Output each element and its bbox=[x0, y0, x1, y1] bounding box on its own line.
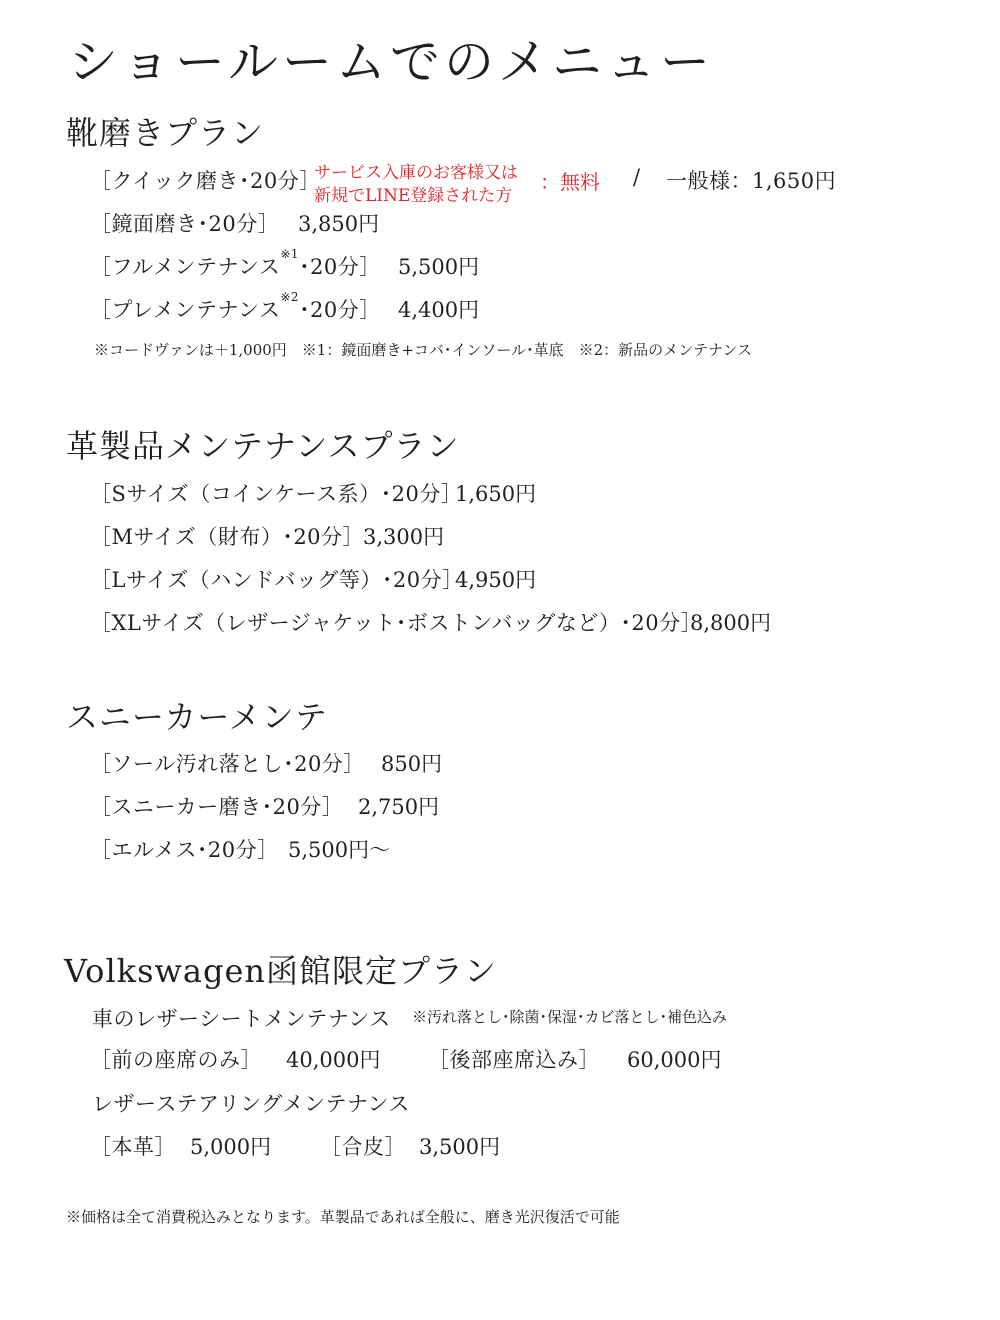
pre-maintenance-text: ［プレメンテナンス bbox=[90, 298, 281, 322]
hermes-label: ［エルメス･20分］ bbox=[90, 838, 279, 862]
leather-xl-price: 8,800円 bbox=[690, 611, 772, 635]
sneaker-plan-heading: スニーカーメンテ bbox=[66, 698, 328, 736]
leather-m-label: ［Mサイズ（財布）･20分］ bbox=[90, 525, 365, 549]
shoe-plan-note: ※コードヴァンは＋1,000円 ※1：鏡面磨き+コバ･インソール･革底 ※2：新品のメンテナンス bbox=[94, 341, 752, 359]
synthetic-leather-label: ［合皮］ bbox=[320, 1135, 406, 1159]
leather-m-price: 3,300円 bbox=[363, 525, 445, 549]
genuine-leather-price: 5,000円 bbox=[190, 1135, 272, 1159]
seat-maintenance-title: 車のレザーシートメンテナンス bbox=[92, 1007, 391, 1031]
seat-maintenance-note: ※汚れ落とし･除菌･保湿･カビ落とし･補色込み bbox=[412, 1008, 728, 1026]
page-title: ショールームでのメニュー bbox=[68, 33, 714, 91]
leather-s-price: 1,650円 bbox=[455, 482, 537, 506]
full-maintenance-price: 5,500円 bbox=[398, 255, 480, 279]
price-separator: / bbox=[633, 165, 641, 189]
free-label: ：無料 bbox=[540, 170, 600, 194]
leather-plan-heading: 革製品メンテナンスプラン bbox=[66, 427, 460, 465]
pre-maintenance-price: 4,400円 bbox=[398, 298, 480, 322]
vw-plan-heading: Volkswagen函館限定プラン bbox=[64, 952, 497, 990]
full-maintenance-duration: ･20分］ bbox=[299, 255, 381, 279]
steering-maintenance-title: レザーステアリングメンテナンス bbox=[92, 1092, 410, 1116]
leather-l-price: 4,950円 bbox=[455, 568, 537, 592]
tax-footnote: ※価格は全て消費税込みとなります。革製品であれば全般に、磨き光沢復活で可能 bbox=[66, 1208, 620, 1226]
full-maintenance-text: ［フルメンテナンス bbox=[90, 255, 281, 279]
rear-seat-price: 60,000円 bbox=[627, 1048, 722, 1072]
mirror-polish-label: ［鏡面磨き･20分］ bbox=[90, 212, 280, 236]
hermes-price: 5,500円～ bbox=[288, 838, 391, 862]
sole-cleaning-label: ［ソール汚れ落とし･20分］ bbox=[90, 752, 365, 776]
pre-maintenance-label bbox=[90, 290, 381, 324]
pre-maintenance-duration: ･20分］ bbox=[299, 298, 381, 322]
synthetic-leather-price: 3,500円 bbox=[419, 1135, 501, 1159]
pre-maintenance-footnote: ※2 bbox=[280, 290, 300, 304]
genuine-leather-label: ［本革］ bbox=[90, 1135, 176, 1159]
sole-cleaning-price: 850円 bbox=[381, 752, 443, 776]
front-seat-label: ［前の座席のみ］ bbox=[90, 1048, 262, 1072]
shoe-plan-heading: 靴磨きプラン bbox=[66, 114, 265, 152]
leather-xl-label: ［XLサイズ（レザージャケット･ボストンバッグなど）･20分］ bbox=[90, 611, 703, 635]
quick-polish-label: ［クイック磨き･20分］ bbox=[90, 169, 321, 193]
sneaker-polish-price: 2,750円 bbox=[358, 795, 440, 819]
general-price: 一般様：1,650円 bbox=[666, 169, 837, 193]
leather-l-label: ［Lサイズ（ハンドバッグ等）･20分］ bbox=[90, 568, 464, 592]
rear-seat-label: ［後部座席込み］ bbox=[428, 1048, 600, 1072]
service-note-line1: サービス入庫のお客様又は bbox=[314, 163, 518, 183]
leather-s-label: ［Sサイズ（コインケース系）･20分］ bbox=[90, 482, 463, 506]
service-note-line2: 新規でLINE登録された方 bbox=[314, 186, 513, 206]
full-maintenance-label bbox=[90, 247, 381, 281]
mirror-polish-price: 3,850円 bbox=[298, 212, 380, 236]
sneaker-polish-label: ［スニーカー磨き･20分］ bbox=[90, 795, 344, 819]
front-seat-price: 40,000円 bbox=[286, 1048, 381, 1072]
full-maintenance-footnote: ※1 bbox=[280, 247, 300, 261]
